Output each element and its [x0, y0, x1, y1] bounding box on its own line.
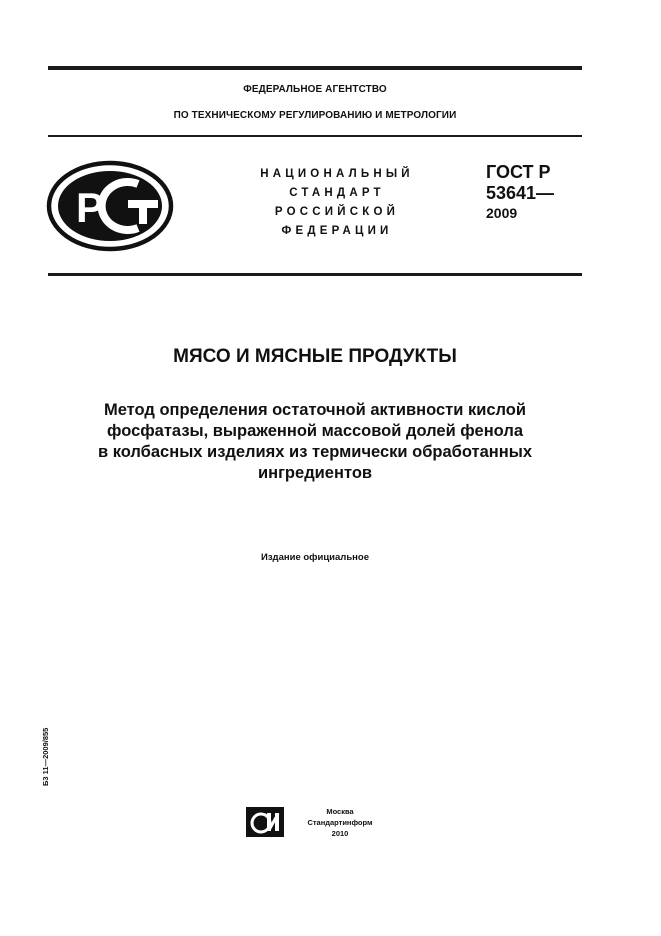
document-subtitle [38, 400, 592, 484]
document-title: МЯСО И МЯСНЫЕ ПРОДУКТЫ [173, 346, 457, 367]
agency-line-2: ПО ТЕХНИЧЕСКОМУ РЕГУЛИРОВАНИЮ И МЕТРОЛОГИИ [173, 110, 457, 121]
standard-type-line-1: НАЦИОНАЛЬНЫЙ [260, 168, 414, 180]
standard-type-line-3: РОССИЙСКОЙ [274, 206, 400, 218]
subtitle-line-1: Метод определения остаточной активности кислой [103, 401, 527, 419]
designation [486, 162, 554, 222]
standard-type-line-4: ФЕДЕРАЦИИ [281, 225, 393, 237]
standard-type [222, 165, 452, 241]
header-rule [48, 135, 582, 137]
subtitle-line-4: ингредиентов [257, 464, 373, 482]
agency-line-1: ФЕДЕРАЛЬНОЕ АГЕНТСТВО [243, 84, 387, 95]
side-code: Б3 11—2009/855 [41, 727, 50, 786]
publisher-imprint [296, 806, 384, 839]
top-rule [48, 66, 582, 70]
subtitle-line-3: в колбасных изделиях из термически обработанных [97, 443, 532, 461]
rst-emblem-icon [46, 160, 174, 252]
svg-text:Р: Р [76, 184, 105, 231]
standard-type-line-2: СТАНДАРТ [289, 187, 385, 199]
publisher-year: 2010 [331, 829, 349, 838]
standartinform-logo-icon [245, 806, 285, 838]
designation-line-1: ГОСТ Р [486, 162, 551, 182]
designation-line-2: 53641— [486, 183, 555, 203]
section-rule [48, 273, 582, 276]
edition-label: Издание официальное [261, 552, 369, 563]
designation-line-3: 2009 [486, 205, 518, 221]
subtitle-line-2: фосфатазы, выраженной массовой долей фенола [106, 422, 523, 440]
publisher-name: Стандартинформ [307, 818, 373, 827]
publisher-city: Москва [326, 807, 354, 816]
